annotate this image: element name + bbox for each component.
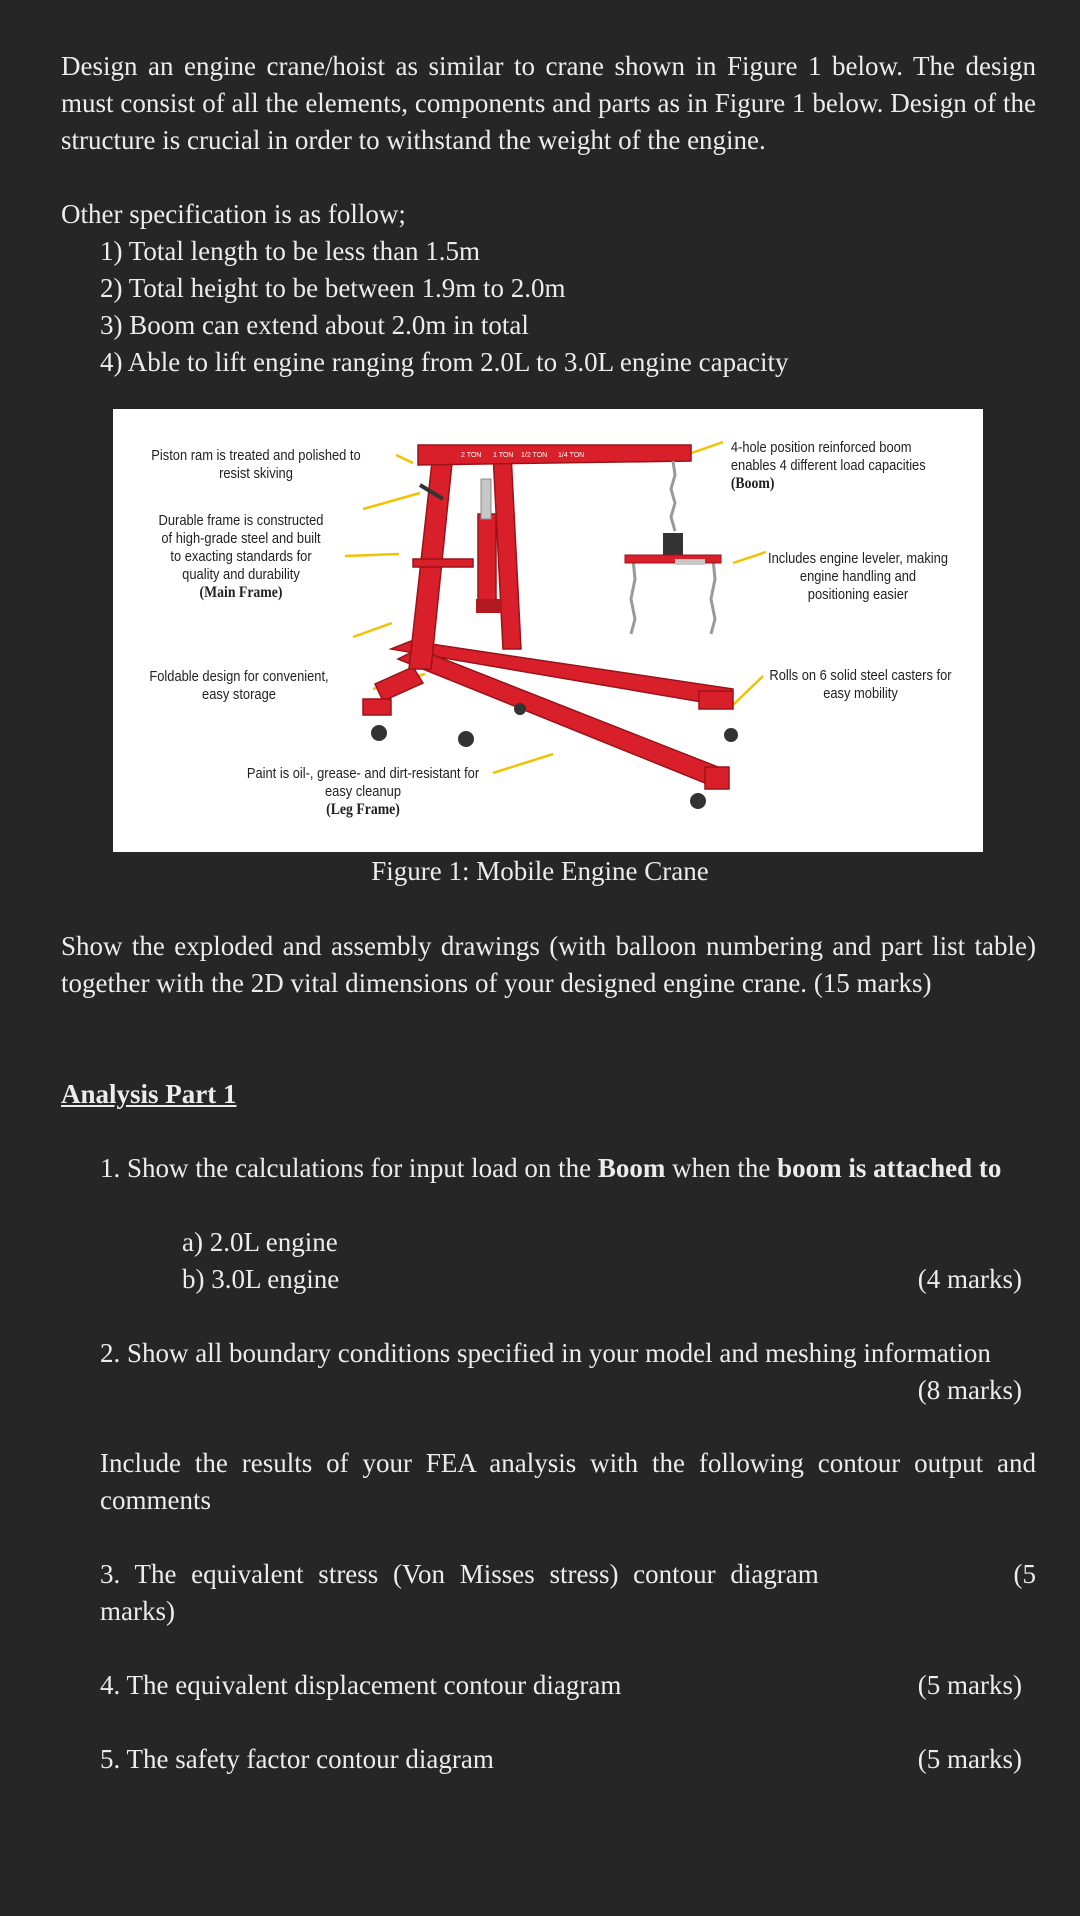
boom-mark: 2 TON: [461, 452, 482, 459]
question-2-marks: (8 marks): [917, 1375, 1022, 1405]
figure-caption: Figure 1: Mobile Engine Crane: [371, 856, 709, 886]
callout-main-frame: Durable frame is constructed of high-grade steel and built to exacting standards for quality and durability (Main Frame): [158, 512, 324, 601]
question-4-marks: (5 marks): [917, 1670, 1022, 1700]
question-5-marks: (5 marks): [917, 1744, 1022, 1774]
callout-boom: 4-hole position reinforced boom enables 4 different load capacities (Boom): [730, 439, 926, 492]
spec-item: 3) Boom can extend about 2.0m in total: [100, 310, 529, 340]
fea-include-paragraph: Include the results of your FEA analysis with the following contour output and comments: [100, 1448, 1036, 1515]
question-1b: b) 3.0L engine: [182, 1264, 340, 1294]
callout-leveler: Includes engine leveler, making engine handling and positioning easier: [767, 550, 948, 603]
question-1-marks: (4 marks): [917, 1264, 1022, 1294]
crane-figure: [113, 409, 983, 852]
question-1: 1. Show the calculations for input load on the Boom when the boom is attached to: [100, 1153, 1002, 1183]
callout-casters: Rolls on 6 solid steel casters for easy mobility: [769, 667, 952, 702]
engine-crane-illustration: [113, 409, 983, 852]
boom-mark: 1 TON: [493, 452, 514, 459]
question-2: 2. Show all boundary conditions specified in your model and meshing information: [100, 1338, 991, 1368]
spec-item: 1) Total length to be less than 1.5m: [100, 236, 481, 266]
spec-item: 4) Able to lift engine ranging from 2.0L to 3.0L engine capacity: [100, 347, 789, 377]
question-1a: a) 2.0L engine: [182, 1227, 338, 1257]
boom-mark: 1/2 TON: [521, 452, 548, 459]
drawings-paragraph: Show the exploded and assembly drawings (with balloon numbering and part list table) together with the 2D vital dimensions of your designed engine crane. (15 marks): [61, 931, 1036, 998]
question-5: 5. The safety factor contour diagram: [100, 1744, 494, 1774]
intro-paragraph: Design an engine crane/hoist as similar to crane shown in Figure 1 below. The design must consist of all the elements, components and parts as in Figure 1 below. Design of the structure is crucial in order to withstand the weight of the engine.: [61, 51, 1036, 155]
question-4: 4. The equivalent displacement contour diagram: [100, 1670, 622, 1700]
analysis-heading: Analysis Part 1: [61, 1079, 237, 1109]
question-3: 3. The equivalent stress (Von Misses stress) contour diagram (5 marks): [100, 1559, 1037, 1626]
callout-piston: Piston ram is treated and polished to resist skiving: [151, 447, 361, 482]
question-3-marks: (5 marks): [100, 1559, 1037, 1626]
callout-foldable: Foldable design for convenient, easy storage: [149, 668, 329, 703]
boom-mark: 1/4 TON: [558, 452, 585, 459]
drawings-marks: (15 marks): [813, 968, 932, 998]
callout-leg-frame: Paint is oil-, grease- and dirt-resistant for easy cleanup (Leg Frame): [246, 765, 480, 818]
spec-heading: Other specification is as follow;: [61, 199, 406, 229]
spec-item: 2) Total height to be between 1.9m to 2.0m: [100, 273, 566, 303]
